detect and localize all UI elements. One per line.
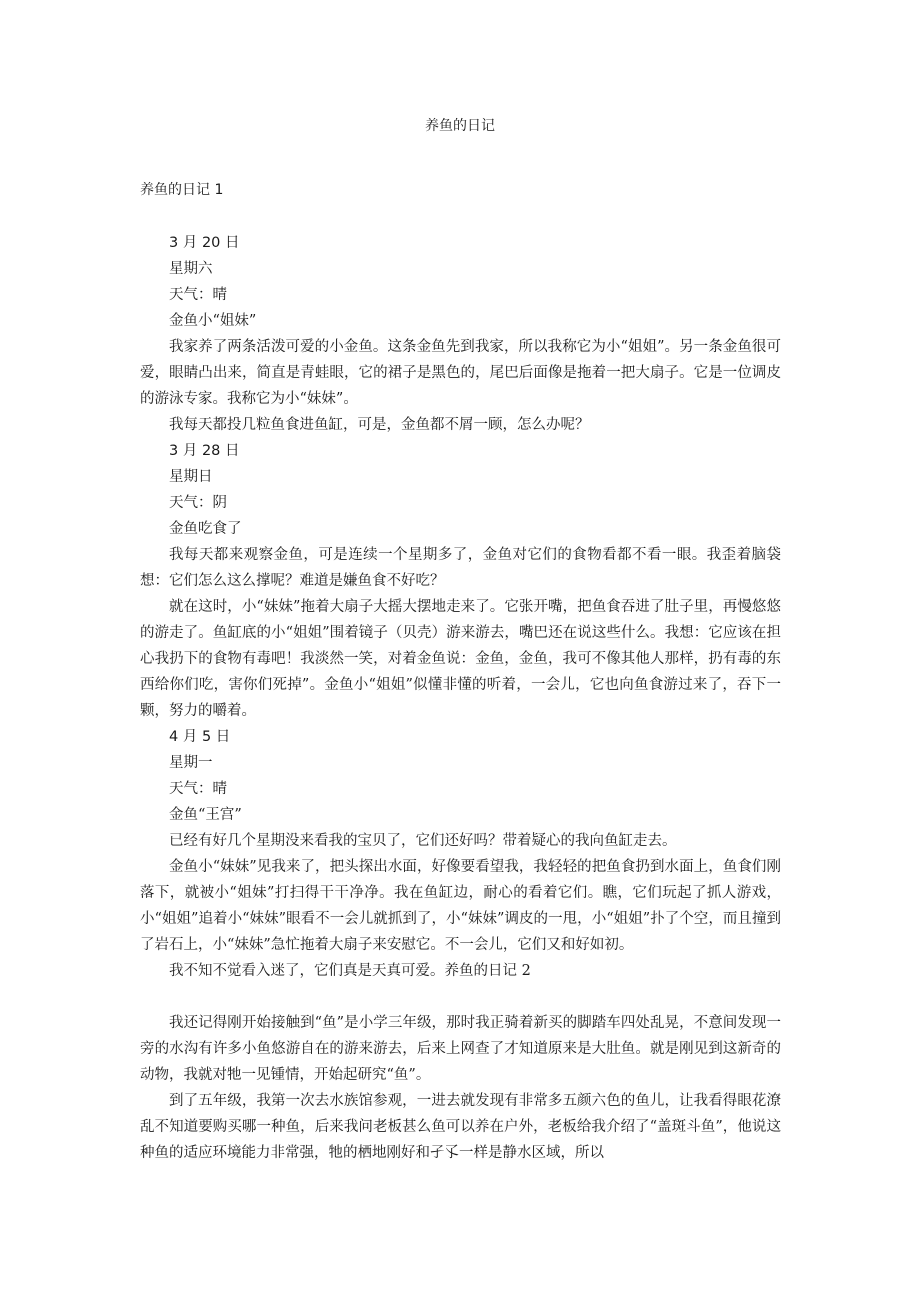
entry-paragraph: 我不知不觉看入迷了，它们真是天真可爱。养鱼的日记 2: [169, 963, 531, 979]
entry-date: 3 月 20 日: [169, 235, 240, 251]
entry-paragraph: 我每天都来观察金鱼，可是连续一个星期多了，金鱼对它们的食物看都不看一眼。我歪着脑袋想：它们怎么这么撑呢？难道是嫌鱼食不好吃？: [140, 547, 781, 589]
entry-heading: 金鱼“王宫”: [169, 807, 242, 823]
entry-paragraph: 我每天都投几粒鱼食进鱼缸，可是，金鱼都不屑一顾，怎么办呢？: [169, 417, 590, 433]
entry-paragraph: 就在这时，小“妹妹”拖着大扇子大摇大摆地走来了。它张开嘴，把鱼食吞进了肚子里，再慢悠悠的游走了。鱼缸底的小“姐姐”围着镜子（贝壳）游来游去，嘴巴还在说这些什么。我想：它应该在担心我扔下的食物有毒吧！我淡然一笑，对着金鱼说：金鱼，金鱼，我可不像其他人那样，扔有毒的东西给你们吃，害你们死掉”。金鱼小“姐姐”似懂非懂的听着，一会儿，它也向鱼食游过来了，吞下一颗，努力的嚼着。: [140, 599, 781, 719]
document-title: 养鱼的日记: [425, 118, 495, 134]
document-body: [140, 230, 781, 1166]
entry-weather: 天气：阴: [169, 495, 227, 511]
entry-date: 3 月 28 日: [169, 443, 240, 459]
entry-paragraph: 已经有好几个星期没来看我的宝贝了，它们还好吗？带着疑心的我向鱼缸走去。: [169, 833, 677, 849]
entry-weekday: 星期日: [169, 469, 213, 485]
section2-paragraph: 我还记得刚开始接触到“鱼”是小学三年级，那时我正骑着新买的脚踏车四处乱晃，不意间发现一旁的水沟有许多小鱼悠游自在的游来游去，后来上网查了才知道原来是大肚鱼。就是刚见到这新奇的动物，我就对牠一见锺情，开始起研究“鱼”。: [140, 1015, 781, 1083]
entry-heading: 金鱼吃食了: [169, 521, 242, 537]
entry-weather: 天气：晴: [169, 781, 227, 797]
entry-heading: 金鱼小“姐妹”: [169, 313, 257, 329]
entry-date: 4 月 5 日: [169, 729, 231, 745]
entry-weekday: 星期一: [169, 755, 213, 771]
entry-paragraph: 我家养了两条活泼可爱的小金鱼。这条金鱼先到我家，所以我称它为小“姐姐”。另一条金鱼很可爱，眼睛凸出来，简直是青蛙眼，它的裙子是黑色的，尾巴后面像是拖着一把大扇子。它是一位调皮的游泳专家。我称它为小“妹妹”。: [140, 339, 781, 407]
entry-weekday: 星期六: [169, 261, 213, 277]
section-title: 养鱼的日记 1: [140, 182, 224, 198]
section2-paragraph: 到了五年级，我第一次去水族馆参观，一进去就发现有非常多五颜六色的鱼儿，让我看得眼花潦乱不知道要购买哪一种鱼，后来我问老板甚么鱼可以养在户外，老板给我介绍了“盖斑斗鱼”，他说这种鱼的适应环境能力非常强，牠的栖地刚好和孑孓一样是静水区域，所以: [140, 1093, 781, 1161]
entry-paragraph: 金鱼小“妹妹”见我来了，把头探出水面，好像要看望我，我轻轻的把鱼食扔到水面上，鱼食们刚落下，就被小“姐妹”打扫得干干净净。我在鱼缸边，耐心的看着它们。瞧，它们玩起了抓人游戏，小“姐姐”追着小“妹妹”眼看不一会儿就抓到了，小“妹妹”调皮的一甩，小“姐姐”扑了个空，而且撞到了岩石上，小“妹妹”急忙拖着大扇子来安慰它。不一会儿，它们又和好如初。: [140, 859, 781, 953]
entry-weather: 天气：晴: [169, 287, 227, 303]
